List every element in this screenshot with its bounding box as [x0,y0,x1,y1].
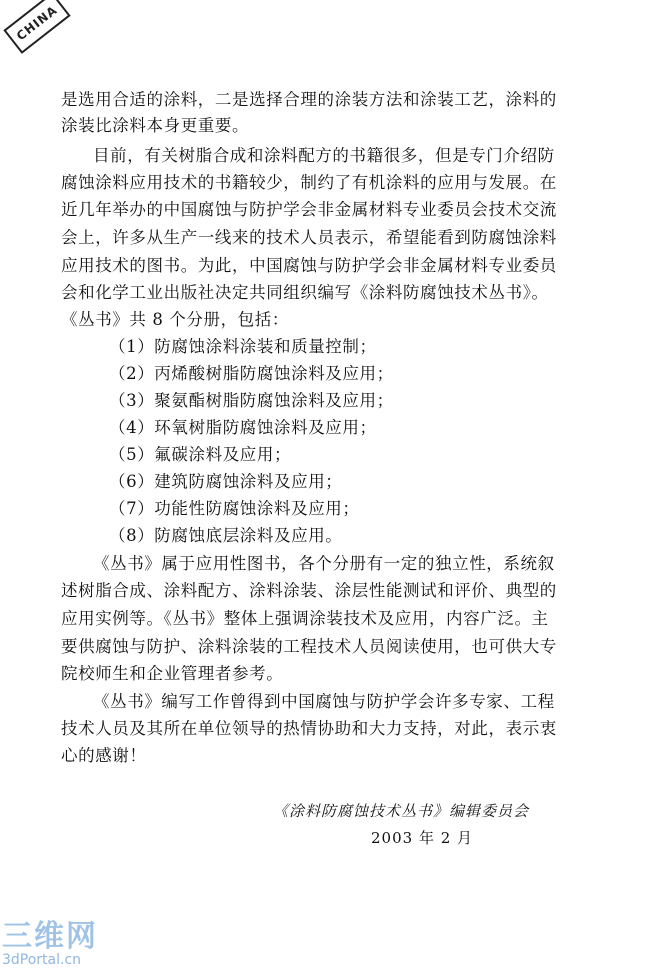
text-line: 会和化学工业出版社决定共同组织编写《涂料防腐蚀技术丛书》。 [61,283,549,302]
stamp-text: CHINA [13,2,61,44]
text-line: 《丛书》属于应用性图书，各个分册有一定的独立性，系统叙 [93,554,555,573]
list-item: （4）环氧树脂防腐蚀涂料及应用； [109,418,377,437]
china-stamp [3,0,70,54]
watermark-logo: 三维网 [2,919,98,954]
text-line: 技术人员及其所在单位领导的热情协助和大力支持，对此，表示衷 [61,719,557,738]
text-line: 应用实例等。《丛书》整体上强调涂装技术及应用，内容广泛。主 [61,609,549,628]
list-item: （1）防腐蚀涂料涂装和质量控制； [109,337,377,356]
list-item: （2）丙烯酸树脂防腐蚀涂料及应用； [109,364,394,383]
text-line: 心的感谢！ [61,746,147,765]
signature-date: 2003 年 2 月 [371,829,474,847]
text-line: 腐蚀涂料应用技术的书籍较少，制约了有机涂料的应用与发展。在 [61,173,557,192]
list-item: （6）建筑防腐蚀涂料及应用； [109,472,343,491]
list-item: （7）功能性防腐蚀涂料及应用； [109,499,360,518]
text-line: 应用技术的图书。为此，中国腐蚀与防护学会非金属材料专业委员 [61,256,557,275]
watermark-url: 3dPortal.cn [2,952,82,968]
site-watermark [2,919,122,974]
text-line: 要供腐蚀与防护、涂料涂装的工程技术人员阅读使用，也可供大专 [61,637,557,656]
text-line: 是选用合适的涂料，二是选择合理的涂装方法和涂装工艺，涂料的 [61,90,557,109]
text-line: 述树脂合成、涂料配方、涂料涂装、涂层性能测试和评价、典型的 [61,581,557,600]
editorial-committee-signature: 《涂料防腐蚀技术丛书》编辑委员会 [273,802,530,820]
list-item: （8）防腐蚀底层涂料及应用。 [109,526,343,545]
list-item: （5）氟碳涂料及应用； [109,445,292,464]
list-item: （3）聚氨酯树脂防腐蚀涂料及应用； [109,391,394,410]
text-line: 会上，许多从生产一线来的技术人员表示，希望能看到防腐蚀涂料 [61,228,557,247]
text-line: 院校师生和企业管理者参考。 [61,664,284,683]
text-line: 近几年举办的中国腐蚀与防护学会非金属材料专业委员会技术交流 [61,200,557,219]
text-line: 《丛书》编写工作曾得到中国腐蚀与防护学会许多专家、工程 [93,692,555,711]
text-line: 涂装比涂料本身更重要。 [61,116,250,135]
text-line: 目前，有关树脂合成和涂料配方的书籍很多，但是专门介绍防 [93,146,555,165]
text-line: 《丛书》共 8 个分册，包括： [61,310,289,329]
